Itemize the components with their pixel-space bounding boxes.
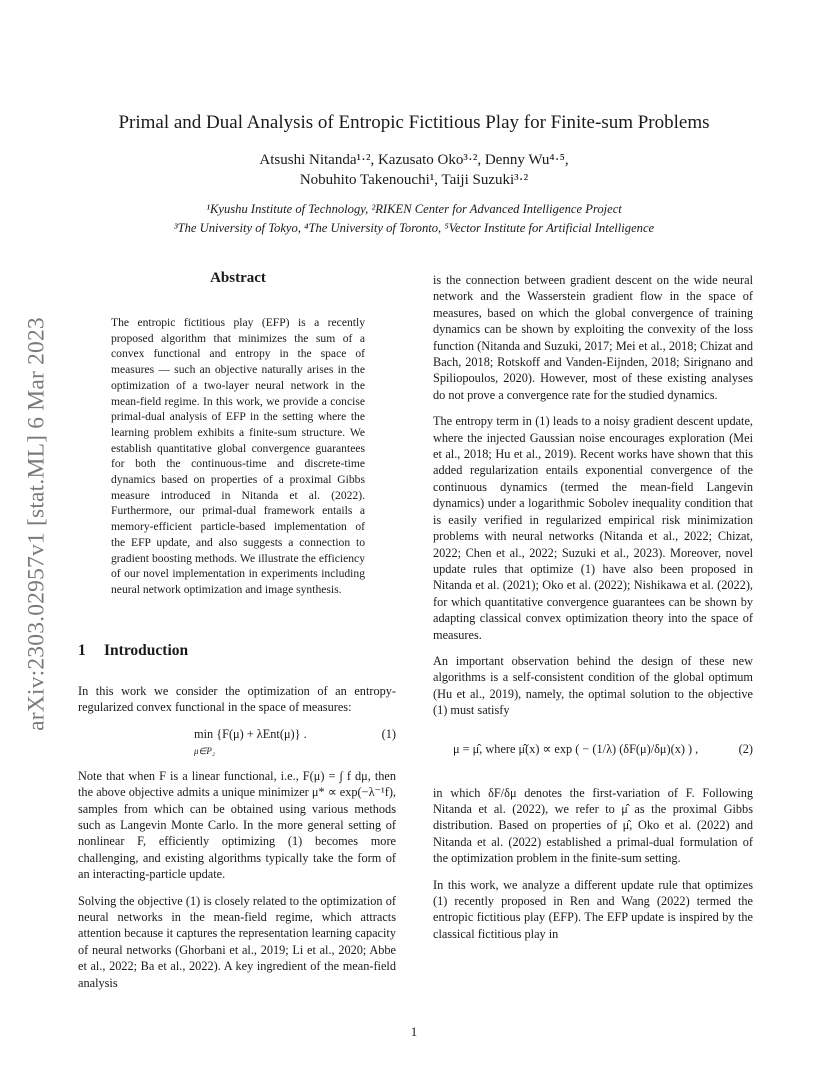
equation-2-expression: μ = μ̂, where μ̂(x) ∝ exp ( − (1/λ) (δF(μ)/δμ)(x) ) ,	[453, 741, 699, 756]
right-column-body	[433, 272, 753, 942]
equation-1-number: (1)	[381, 726, 396, 741]
page-number: 1	[410, 1024, 418, 1039]
arxiv-id-label: arXiv:2303.02957v1 [stat.ML] 6 Mar 2023	[23, 317, 50, 731]
intro-paragraph-1: In this work we consider the optimization of an entropy-regularized convex functional in the space of measures:	[78, 684, 396, 715]
author-list	[80, 150, 748, 190]
equation-1-subscript: μ∈P₂	[194, 745, 215, 756]
right-paragraph-1: is the connection between gradient descent on the wide neural network and the Wasserstein gradient flow in the space of measures, based on which the global convergence of training dynamics can be shown by exploiting the convexity of the loss function (Nitanda and Suzuki, 2017; Mei et al., 2018; Chizat and Bach, 2018; Rotskoff and Vanden-Eijnden, 2018; Sirignano and Spiliopoulos, 2020). However, most of these existing analyses do not prove a convergence rate for the studied dynamics.	[433, 273, 753, 402]
abstract-heading: Abstract	[210, 270, 266, 286]
right-paragraph-5: In this work, we analyze a different update rule that optimizes (1) recently proposed in Ren and Wang (2022) termed the entropic fictitious play (EFP). The EFP update is inspired by the classical fictitious play in	[433, 877, 753, 941]
section-heading-introduction	[78, 642, 188, 660]
section-number: 1	[78, 642, 86, 659]
intro-paragraph-2: Note that when F is a linear functional, i.e., F(μ) = ∫ f dμ, then the above objective admits a unique minimizer μ* ∝ exp(−λ⁻¹f), samples from which can be obtained using various methods such as Langevin Monte Carlo. In the more general setting of nonlinear F, efficiently optimizing (1) becomes more challenging, and existing algorithms typically take the form of an interacting-particle update.	[78, 768, 396, 882]
right-paragraph-4: in which δF/δμ denotes the first-variation of F. Following Nitanda et al. (2022), we refer to μ̂ as the proximal Gibbs distribution. Based on properties of μ̂, Oko et al. (2022) and Nitanda et al. (2022) established a primal-dual formulation of the optimization problem in the finite-sum setting.	[433, 785, 753, 866]
affiliations-line-1: ¹Kyushu Institute of Technology, ²RIKEN Center for Advanced Intelligence Project	[206, 202, 622, 216]
authors-line-1: Atsushi Nitanda¹·², Kazusato Oko³·², Denny Wu⁴·⁵,	[259, 152, 569, 168]
equation-2	[433, 719, 753, 785]
affiliations	[80, 200, 748, 238]
right-paragraph-2: The entropy term in (1) leads to a noisy gradient descent update, where the injected Gaussian noise encourages exploration (Mei et al., 2018; Hu et al., 2019). Recent works have shown that this added regularization entails exponential convergence of the continuous dynamics (termed the mean-field Langevin dynamics) under a logarithmic Sobolev inequality condition that is easily verified in regularized empirical risk minimization problems with neural networks (Nitanda et al., 2022; Chizat, 2022; Chen et al., 2022; Suzuki et al., 2023). Moreover, novel update rules that optimize (1) have also been proposed in Nitanda et al. (2021); Oko et al. (2022); Nishikawa et al. (2022), for which quantitative convergence guarantees can be shown by adapting classical convex optimization theory into the space of measures.	[433, 414, 753, 642]
left-column-body	[78, 683, 396, 991]
equation-1-expression: min {F(μ) + λEnt(μ)} .	[194, 726, 307, 741]
right-paragraph-3: An important observation behind the design of these new algorithms is a self-consistent condition of the global optimum (Hu et al., 2019), namely, the optimal solution to the objective (1) must satisfy	[433, 653, 753, 718]
authors-line-2: Nobuhito Takenouchi¹, Taiji Suzuki³·²	[299, 172, 529, 188]
equation-1	[78, 716, 396, 768]
arxiv-sidebar-stamp	[14, 284, 60, 764]
affiliations-line-2: ³The University of Tokyo, ⁴The University of Toronto, ⁵Vector Institute for Artificial Intelligence	[173, 221, 655, 235]
abstract-text: The entropic fictitious play (EFP) is a recently proposed algorithm that minimizes the sum of a convex functional and entropy in the space of measures — such an objective naturally arises in the optimization of a two-layer neural network in the mean-field regime. In this work, we provide a concise primal-dual analysis of EFP in the setting where the learning problem exhibits a finite-sum structure. We establish quantitative global convergence guarantees for both the continuous-time and discrete-time dynamics based on properties of a proximal Gibbs measure introduced in Nitanda et al. (2022). Furthermore, our primal-dual framework entails a memory-efficient particle-based implementation of the EFP update, and also suggests a connection to gradient boosting methods. We illustrate the efficiency of our novel implementation in experiments including neural network optimization and image synthesis.	[111, 316, 365, 596]
equation-2-number: (2)	[738, 741, 753, 756]
intro-paragraph-3: Solving the objective (1) is closely related to the optimization of neural networks in the mean-field regime, which attracts attention because it captures the representation learning capacity of neural networks (Ghorbani et al., 2019; Li et al., 2020; Abbe et al., 2022; Ba et al., 2022). A key ingredient of the mean-field analysis	[78, 893, 396, 990]
section-title: Introduction	[104, 642, 189, 659]
paper-title: Primal and Dual Analysis of Entropic Fictitious Play for Finite-sum Problems	[118, 112, 710, 133]
